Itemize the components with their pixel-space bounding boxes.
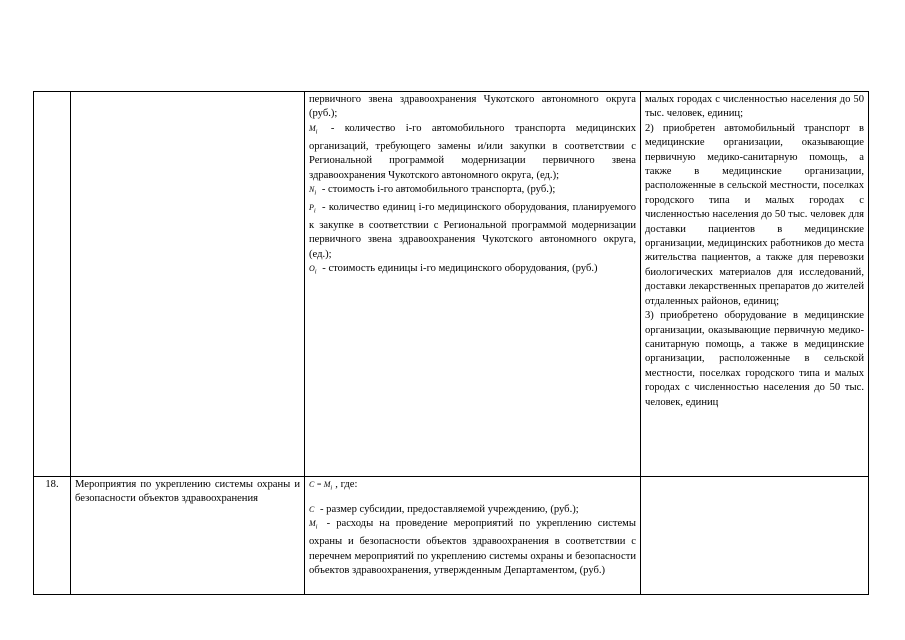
variable-m: $^{M_i}$ - расходы на проведение мероприятий по укреплению системы охраны и безопасности объектов здравоохранения в соответствии с перечнем мероприятий по укреплению системы охраны и безопасности объектов здравоохранения, утвержденным Департаментом, (руб.) xyxy=(309,518,636,577)
variable-c: $^C$ - размер субсидии, предоставляемой учреждению, (руб.); xyxy=(309,504,579,515)
indicator-text-1: малых городах с численностью населения до 50 тыс. человек, единиц; xyxy=(645,94,864,120)
indicator-text-3: 3) приобретено оборудование в медицинские организации, оказывающие первичную медико-санитарную помощь, а также в медицинские организации, расположенные в сельской местности, поселках городского типа и малых городах с численностью населения до 50 тыс. человек, единиц xyxy=(645,310,864,408)
formula: C = Mi xyxy=(309,480,333,492)
formula-line: $^{C = M_i}$ , где: xyxy=(309,479,358,492)
cell-number xyxy=(34,92,71,477)
formula-intro: первичного звена здравоохранения Чукотского автономного округа (руб.); xyxy=(309,94,636,120)
cell-indicators xyxy=(641,92,869,477)
var-symbol: Oi xyxy=(309,264,317,276)
row-number: 18. xyxy=(34,477,71,595)
document-table xyxy=(33,91,869,595)
cell-indicators xyxy=(641,477,869,595)
cell-name xyxy=(71,92,305,477)
indicator-text-2: 2) приобретен автомобильный транспорт в медицинские организации, оказывающие первичную медико-санитарную помощь, а также в медицинские организации, расположенные в сельской местности, поселках городского типа и малых городах с численностью населения до 50 тыс. человек для доставки пациентов в медицинские организации, медицинских работников до места жительства пациентов, а также для перевозки биологических материалов для исследований, доставки лекарственных препаратов до жителей отдаленных районов, единиц; xyxy=(645,122,864,307)
var-symbol: Mi xyxy=(309,123,318,136)
cell-formula xyxy=(305,477,641,595)
variable-o: $^{O_i}$ - стоимость единицы i-го медицинского оборудования, (руб.) xyxy=(309,263,598,276)
table-row xyxy=(34,477,869,595)
var-symbol: Pi xyxy=(309,203,316,215)
var-symbol: Ni xyxy=(309,185,317,197)
measure-name: Мероприятия по укреплению системы охраны и безопасности объектов здравоохранения xyxy=(71,477,305,595)
var-symbol: Mi xyxy=(309,519,318,531)
variable-p: $^{P_i}$ - количество единиц i-го медицинского оборудования, планируемого к закупке в соответствии с Региональной программой модернизации первичного звена здравоохранения Чукотского автономного округа, (ед.); xyxy=(309,202,636,260)
variable-n: $^{N_i}$ - стоимость i-го автомобильного транспорта, (руб.); xyxy=(309,184,556,197)
variable-m: $^{M_i}$ - количество i-го автомобильного транспорта медицинских организаций, требующего замены и/или закупки в соответствии с Региональной программой модернизации первичного звена здравоохранения Чукотского автономного округа, (ед.); xyxy=(309,122,636,181)
table-row xyxy=(34,92,869,477)
cell-formula xyxy=(305,92,641,477)
var-symbol: C xyxy=(309,505,315,514)
